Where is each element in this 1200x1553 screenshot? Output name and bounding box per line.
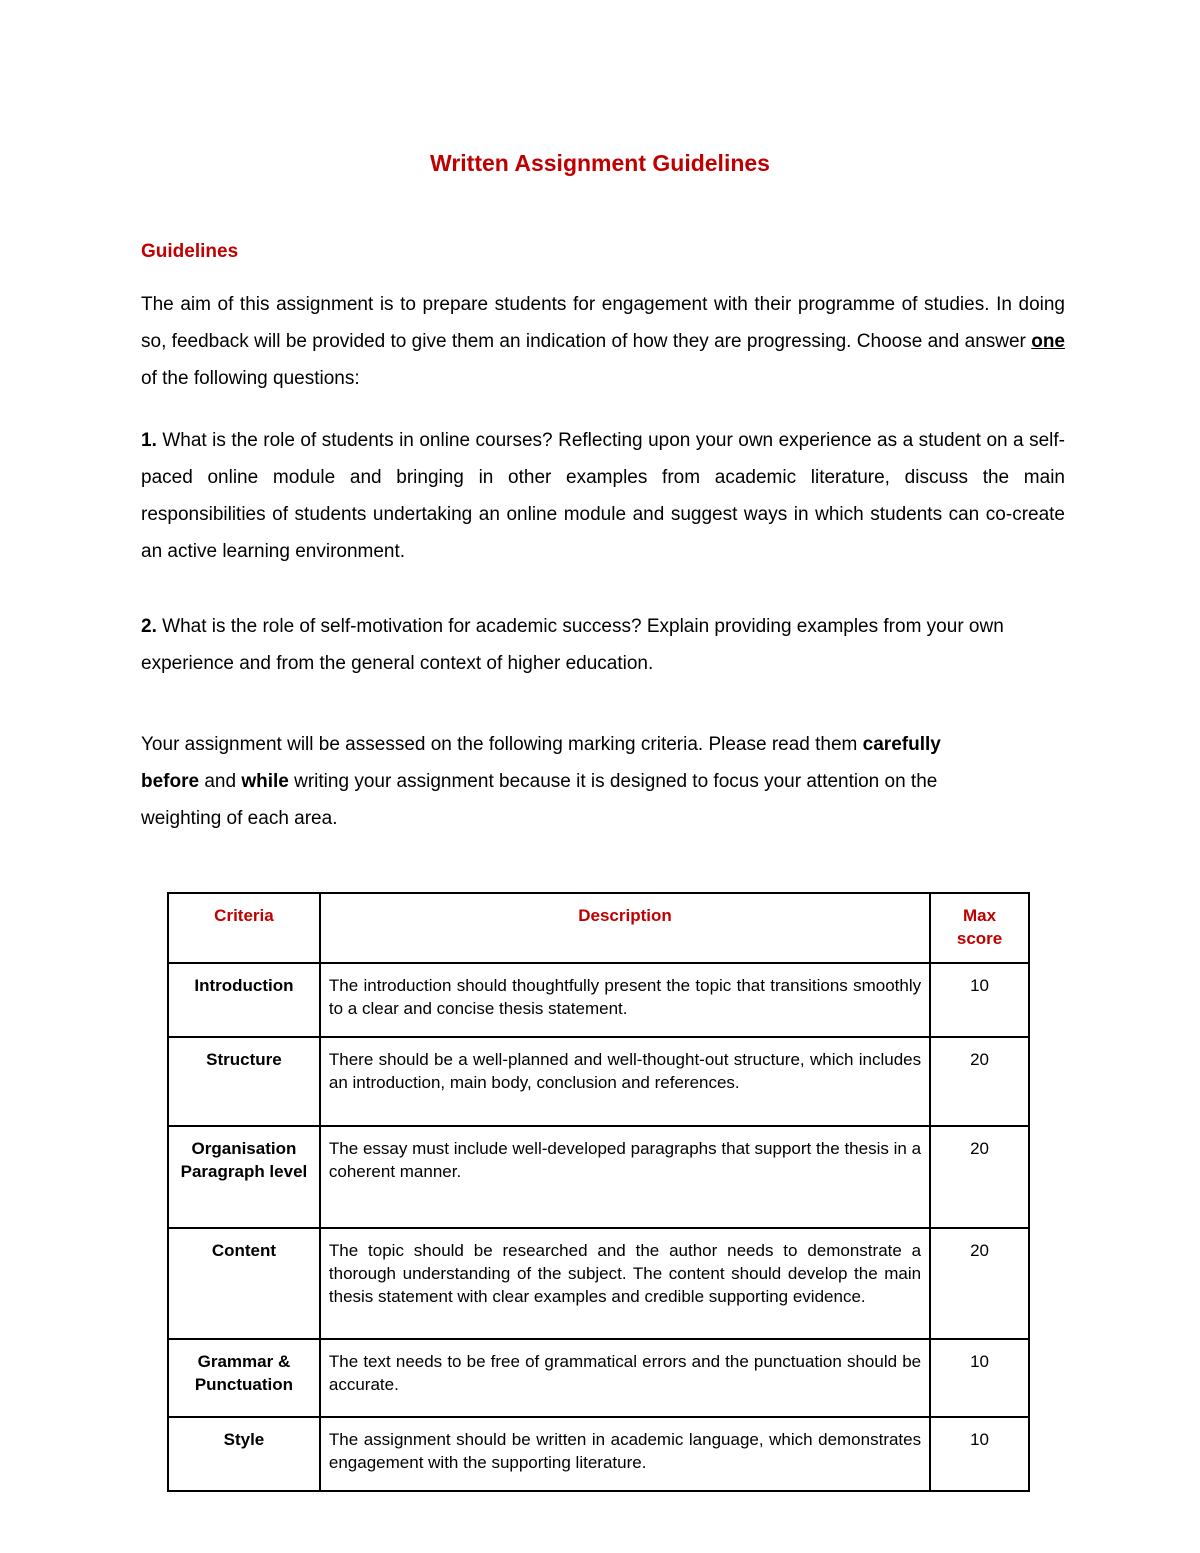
question-1-number: 1.	[141, 430, 157, 451]
marking-text-2: and	[199, 771, 242, 792]
table-row	[168, 963, 1029, 1037]
intro-paragraph	[141, 286, 1065, 397]
question-2-number: 2.	[141, 616, 157, 637]
table-row	[168, 1339, 1029, 1417]
description-cell: There should be a well-planned and well-thought-out structure, which includes an introduction, main body, conclusion and references.	[320, 1037, 930, 1126]
score-cell: 10	[930, 1339, 1029, 1417]
score-cell: 20	[930, 1037, 1029, 1126]
criteria-cell: Content	[168, 1228, 320, 1339]
marking-criteria-paragraph	[141, 726, 1001, 837]
section-heading-guidelines: Guidelines	[141, 241, 239, 262]
marking-text-3: writing your assignment because it is designed to focus your attention on the weighting of each area.	[141, 771, 938, 829]
score-cell: 20	[930, 1126, 1029, 1228]
criteria-cell: Structure	[168, 1037, 320, 1126]
score-cell: 10	[930, 1417, 1029, 1491]
header-description: Description	[320, 893, 930, 963]
description-cell: The introduction should thoughtfully present the topic that transitions smoothly to a clear and concise thesis statement.	[320, 963, 930, 1037]
question-1-text: What is the role of students in online courses? Reflecting upon your own experience as a student on a self-paced online module and bringing in other examples from academic literature, discuss the main responsibilities of students undertaking an online module and suggest ways in which students can co-create an active learning environment.	[141, 430, 1065, 562]
marking-bold-carefully-before: carefully before	[141, 734, 941, 792]
description-cell: The assignment should be written in academic language, which demonstrates engagement with the supporting literature.	[320, 1417, 930, 1491]
question-2-text: What is the role of self-motivation for academic success? Explain providing examples from your own experience and from the general context of higher education.	[141, 616, 1004, 674]
criteria-cell: Organisation Paragraph level	[168, 1126, 320, 1228]
criteria-cell: Grammar & Punctuation	[168, 1339, 320, 1417]
intro-emphasis-one: one	[1031, 331, 1065, 352]
table-header-row	[168, 893, 1029, 963]
header-max-score: Max score	[930, 893, 1029, 963]
table-row	[168, 1126, 1029, 1228]
criteria-cell: Introduction	[168, 963, 320, 1037]
table-row	[168, 1228, 1029, 1339]
question-1	[141, 422, 1065, 570]
intro-text-before: The aim of this assignment is to prepare students for engagement with their programme of studies. In doing so, feedback will be provided to give them an indication of how they are progressing. Choose and answer	[141, 294, 1065, 352]
header-criteria: Criteria	[168, 893, 320, 963]
question-2	[141, 608, 1041, 682]
document-title: Written Assignment Guidelines	[430, 150, 770, 176]
description-cell: The text needs to be free of grammatical errors and the punctuation should be accurate.	[320, 1339, 930, 1417]
table-row	[168, 1037, 1029, 1126]
description-cell: The topic should be researched and the author needs to demonstrate a thorough understanding of the subject. The content should develop the main thesis statement with clear examples and credible supporting evidence.	[320, 1228, 930, 1339]
intro-text-after: of the following questions:	[141, 368, 360, 389]
marking-bold-while: while	[241, 771, 289, 792]
table-row	[168, 1417, 1029, 1491]
marking-text-1: Your assignment will be assessed on the following marking criteria. Please read them	[141, 734, 863, 755]
score-cell: 20	[930, 1228, 1029, 1339]
criteria-cell: Style	[168, 1417, 320, 1491]
description-cell: The essay must include well-developed paragraphs that support the thesis in a coherent manner.	[320, 1126, 930, 1228]
marking-criteria-table	[167, 892, 1030, 1492]
score-cell: 10	[930, 963, 1029, 1037]
